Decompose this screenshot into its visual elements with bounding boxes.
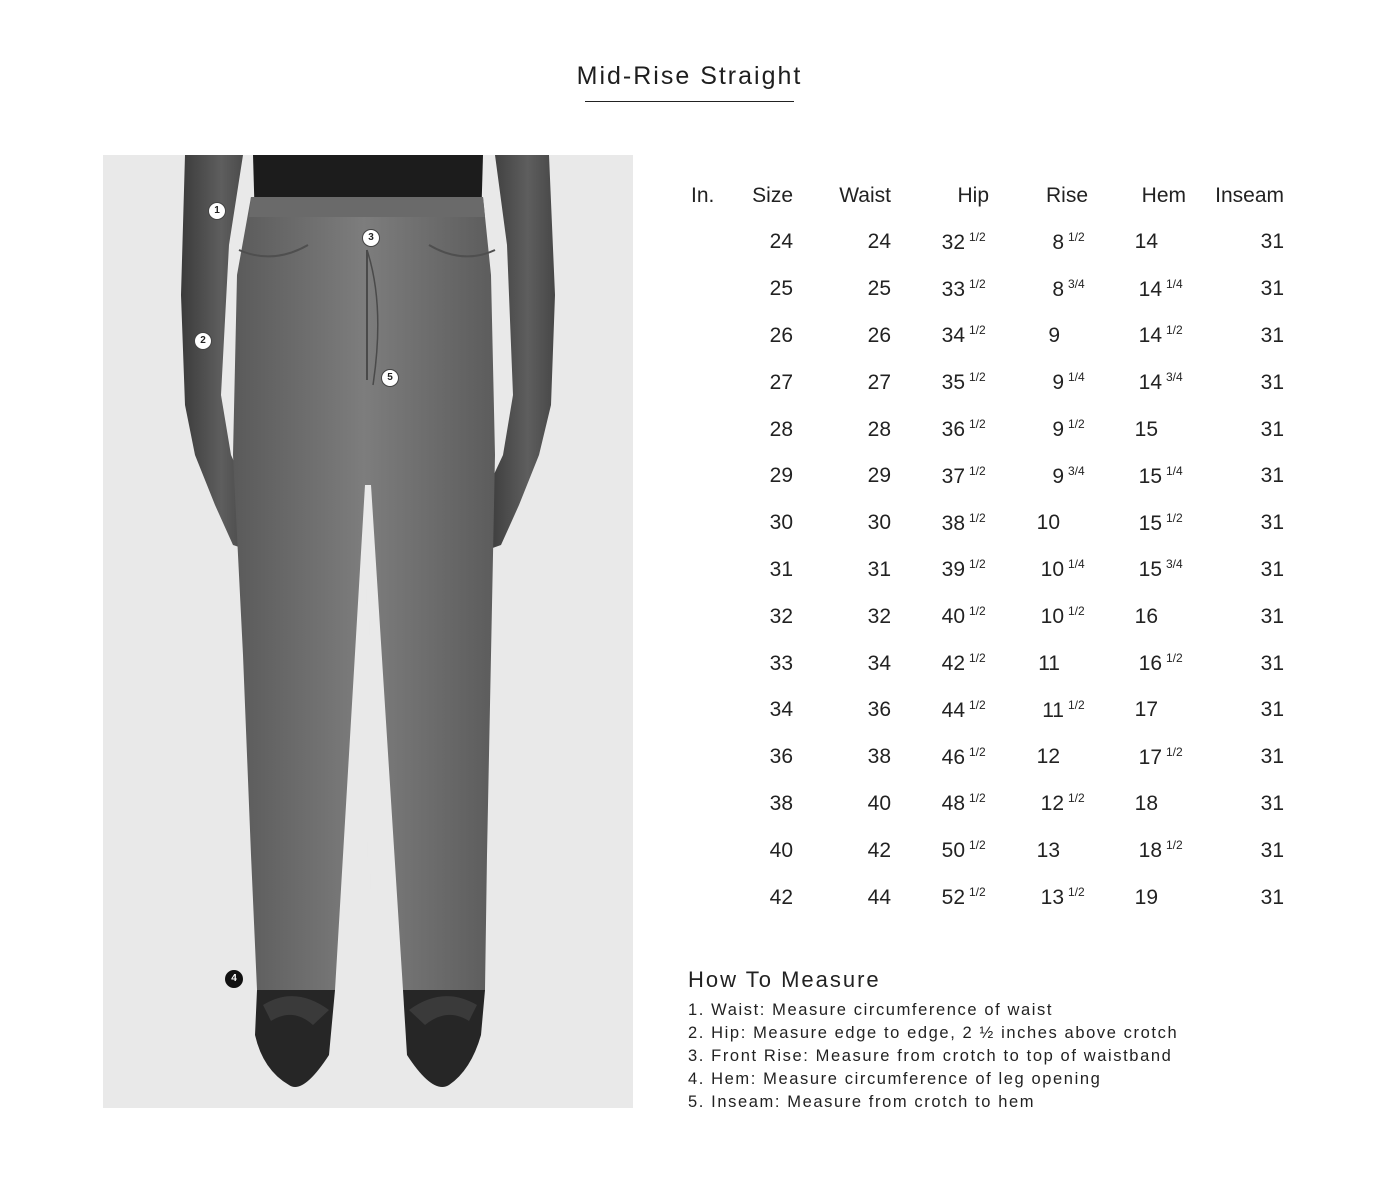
cell-inseam	[1186, 593, 1284, 640]
inseam-value: 31	[1260, 511, 1284, 535]
measure-instruction-hip: 2. Hip: Measure edge to edge, 2 ½ inches above crotch	[688, 1024, 1179, 1042]
cell-rise	[989, 359, 1088, 406]
cell-waist	[793, 640, 891, 687]
size-value: 34	[769, 698, 793, 722]
cell-inseam	[1186, 640, 1284, 687]
cell-hip	[891, 453, 989, 500]
cell-hem	[1088, 500, 1186, 547]
size-value: 27	[769, 370, 793, 394]
page-title: Mid-Rise Straight	[576, 62, 803, 90]
cell-hip	[891, 781, 989, 828]
table-row	[683, 313, 1284, 360]
size-value: 30	[769, 511, 793, 535]
cell-waist	[793, 734, 891, 781]
size-value: 29	[769, 464, 793, 488]
size-chart-table	[683, 172, 1284, 921]
hip-value: 33	[941, 277, 965, 301]
rise-fraction: 1/4	[1068, 557, 1085, 572]
size-value: 31	[769, 557, 793, 581]
cell-size	[731, 687, 793, 734]
cell-inseam	[1186, 781, 1284, 828]
measure-instruction-inseam: 5. Inseam: Measure from crotch to hem	[688, 1093, 1036, 1111]
hem-value: 17	[1134, 698, 1158, 722]
cell-empty	[683, 640, 731, 687]
cell-size	[731, 827, 793, 874]
size-value: 33	[769, 651, 793, 675]
rise-value: 9	[1052, 464, 1064, 488]
rise-value: 8	[1052, 277, 1064, 301]
table-row	[683, 406, 1284, 453]
hem-fraction: 1/2	[1166, 651, 1183, 666]
cell-size	[731, 547, 793, 594]
inseam-value: 31	[1260, 464, 1284, 488]
header-rise: Rise	[1045, 183, 1088, 207]
hem-value: 19	[1134, 885, 1158, 909]
hip-fraction: 1/2	[969, 791, 986, 806]
cell-rise	[989, 734, 1088, 781]
cell-rise	[989, 640, 1088, 687]
hem-value: 17	[1138, 745, 1162, 769]
cell-size	[731, 781, 793, 828]
hip-value: 42	[941, 652, 965, 676]
cell-inseam	[1186, 359, 1284, 406]
hip-value: 37	[941, 464, 965, 488]
cell-inseam	[1186, 547, 1284, 594]
how-to-measure-section	[688, 967, 1178, 1114]
size-value: 32	[769, 604, 793, 628]
table-row	[683, 874, 1284, 921]
hem-value: 14	[1138, 324, 1162, 348]
hip-fraction: 1/2	[969, 697, 986, 712]
inseam-value: 31	[1260, 791, 1284, 815]
table-row	[683, 359, 1284, 406]
hip-fraction: 1/2	[969, 276, 986, 291]
cell-waist	[793, 359, 891, 406]
size-value: 26	[769, 323, 793, 347]
inseam-value: 31	[1260, 745, 1284, 769]
table-row	[683, 687, 1284, 734]
hip-value: 32	[941, 230, 965, 254]
hem-value: 15	[1138, 464, 1162, 488]
table-row	[683, 266, 1284, 313]
size-value: 42	[769, 885, 793, 909]
cell-inseam	[1186, 687, 1284, 734]
inseam-value: 31	[1260, 323, 1284, 347]
hem-value: 15	[1134, 417, 1158, 441]
hip-value: 36	[941, 418, 965, 442]
cell-size	[731, 593, 793, 640]
hip-fraction: 1/2	[969, 651, 986, 666]
rise-value: 11	[1038, 651, 1060, 675]
cell-waist	[793, 827, 891, 874]
rise-value: 10	[1040, 558, 1064, 582]
cell-waist	[793, 547, 891, 594]
table-row	[683, 640, 1284, 687]
hip-fraction: 1/2	[969, 744, 986, 759]
rise-value: 10	[1040, 605, 1064, 629]
waist-value: 36	[867, 698, 891, 722]
waist-value: 28	[867, 417, 891, 441]
cell-rise	[989, 406, 1088, 453]
cell-size	[731, 500, 793, 547]
cell-hem	[1088, 874, 1186, 921]
cell-empty	[683, 874, 731, 921]
size-chart-body	[683, 219, 1284, 921]
hip-value: 46	[941, 745, 965, 769]
hem-value: 15	[1138, 558, 1162, 582]
cell-hem	[1088, 406, 1186, 453]
hip-value: 35	[941, 371, 965, 395]
cell-hip	[891, 874, 989, 921]
cell-size	[731, 313, 793, 360]
cell-empty	[683, 547, 731, 594]
cell-inseam	[1186, 406, 1284, 453]
measure-instruction-waist: 1. Waist: Measure circumference of waist	[688, 1001, 1054, 1019]
cell-size	[731, 219, 793, 266]
cell-hem	[1088, 453, 1186, 500]
size-value: 36	[769, 745, 793, 769]
rise-fraction: 3/4	[1068, 276, 1085, 291]
hem-fraction: 3/4	[1166, 370, 1183, 385]
hip-value: 44	[941, 698, 965, 722]
inseam-value: 31	[1260, 838, 1284, 862]
header-inseam: Inseam	[1215, 183, 1284, 207]
cell-hem	[1088, 734, 1186, 781]
cell-inseam	[1186, 453, 1284, 500]
hip-value: 50	[941, 839, 965, 863]
cell-rise	[989, 500, 1088, 547]
size-value: 25	[769, 277, 793, 301]
measure-instruction-rise: 3. Front Rise: Measure from crotch to top of waistband	[688, 1047, 1173, 1065]
size-value: 28	[769, 417, 793, 441]
hem-fraction: 1/4	[1166, 276, 1183, 291]
cell-waist	[793, 453, 891, 500]
cell-inseam	[1186, 266, 1284, 313]
cell-waist	[793, 781, 891, 828]
how-to-measure-title: How To Measure	[688, 967, 881, 992]
cell-size	[731, 734, 793, 781]
table-row	[683, 547, 1284, 594]
cell-hip	[891, 593, 989, 640]
cell-rise	[989, 874, 1088, 921]
cell-empty	[683, 359, 731, 406]
cell-inseam	[1186, 734, 1284, 781]
hem-value: 18	[1138, 839, 1162, 863]
hip-fraction: 1/2	[969, 229, 986, 244]
waist-value: 40	[867, 791, 891, 815]
inseam-value: 31	[1260, 417, 1284, 441]
rise-value: 13	[1036, 838, 1060, 862]
waist-value: 44	[867, 885, 891, 909]
measurement-marker-hip: 2	[194, 332, 212, 350]
waist-value: 25	[867, 277, 891, 301]
cell-empty	[683, 313, 731, 360]
cell-hip	[891, 266, 989, 313]
hem-value: 18	[1134, 791, 1158, 815]
inseam-value: 31	[1260, 277, 1284, 301]
waist-value: 27	[867, 370, 891, 394]
cell-empty	[683, 453, 731, 500]
hem-value: 15	[1138, 511, 1162, 535]
model-photo	[103, 155, 633, 1108]
rise-value: 11	[1042, 698, 1064, 722]
cell-empty	[683, 593, 731, 640]
table-header-row	[683, 172, 1284, 219]
table-row	[683, 781, 1284, 828]
cell-rise	[989, 266, 1088, 313]
size-value: 38	[769, 791, 793, 815]
cell-hem	[1088, 827, 1186, 874]
cell-size	[731, 640, 793, 687]
cell-inseam	[1186, 874, 1284, 921]
hip-fraction: 1/2	[969, 370, 986, 385]
rise-fraction: 1/2	[1068, 697, 1085, 712]
size-value: 24	[769, 230, 793, 254]
hip-fraction: 1/2	[969, 417, 986, 432]
cell-rise	[989, 453, 1088, 500]
measurement-marker-waist: 1	[208, 202, 226, 220]
cell-hip	[891, 827, 989, 874]
cell-rise	[989, 219, 1088, 266]
rise-value: 10	[1036, 511, 1060, 535]
hem-fraction: 1/2	[1166, 323, 1183, 338]
cell-rise	[989, 593, 1088, 640]
hip-fraction: 1/2	[969, 557, 986, 572]
hem-fraction: 1/2	[1166, 510, 1183, 525]
cell-empty	[683, 734, 731, 781]
table-row	[683, 219, 1284, 266]
cell-empty	[683, 687, 731, 734]
rise-fraction: 3/4	[1068, 463, 1085, 478]
cell-empty	[683, 406, 731, 453]
rise-value: 12	[1040, 792, 1064, 816]
rise-fraction: 1/2	[1068, 417, 1085, 432]
waist-value: 31	[867, 557, 891, 581]
hip-value: 39	[941, 558, 965, 582]
cell-hem	[1088, 313, 1186, 360]
how-to-measure-list	[688, 999, 1178, 1114]
measurement-marker-rise: 3	[362, 229, 380, 247]
cell-hip	[891, 359, 989, 406]
inseam-value: 31	[1260, 698, 1284, 722]
measurement-marker-hem: 4	[225, 970, 243, 988]
cell-hem	[1088, 593, 1186, 640]
hem-fraction: 1/2	[1166, 744, 1183, 759]
cell-hem	[1088, 266, 1186, 313]
cell-hem	[1088, 547, 1186, 594]
cell-waist	[793, 313, 891, 360]
hip-fraction: 1/2	[969, 838, 986, 853]
rise-value: 13	[1040, 886, 1064, 910]
cell-hip	[891, 500, 989, 547]
hip-value: 48	[941, 792, 965, 816]
cell-size	[731, 874, 793, 921]
inseam-value: 31	[1260, 651, 1284, 675]
cell-inseam	[1186, 313, 1284, 360]
hip-value: 38	[941, 511, 965, 535]
cell-size	[731, 359, 793, 406]
cell-waist	[793, 266, 891, 313]
cell-size	[731, 453, 793, 500]
hem-value: 14	[1134, 230, 1158, 254]
cell-rise	[989, 687, 1088, 734]
inseam-value: 31	[1260, 230, 1284, 254]
hem-fraction: 3/4	[1166, 557, 1183, 572]
hip-fraction: 1/2	[969, 885, 986, 900]
table-row	[683, 593, 1284, 640]
cell-hip	[891, 406, 989, 453]
table-row	[683, 734, 1284, 781]
cell-waist	[793, 593, 891, 640]
measurement-marker-inseam: 5	[381, 369, 399, 387]
inseam-value: 31	[1260, 604, 1284, 628]
hem-value: 14	[1138, 371, 1162, 395]
cell-rise	[989, 313, 1088, 360]
cell-waist	[793, 406, 891, 453]
inseam-value: 31	[1260, 885, 1284, 909]
cell-rise	[989, 781, 1088, 828]
jeans-illustration	[103, 155, 633, 1108]
cell-hem	[1088, 219, 1186, 266]
hem-fraction: 1/2	[1166, 838, 1183, 853]
cell-hip	[891, 313, 989, 360]
cell-waist	[793, 219, 891, 266]
rise-value: 9	[1048, 323, 1060, 347]
rise-value: 8	[1052, 230, 1064, 254]
cell-hem	[1088, 781, 1186, 828]
waist-value: 24	[867, 230, 891, 254]
hip-fraction: 1/2	[969, 604, 986, 619]
waist-value: 30	[867, 511, 891, 535]
cell-size	[731, 406, 793, 453]
cell-empty	[683, 781, 731, 828]
cell-hem	[1088, 359, 1186, 406]
cell-empty	[683, 219, 731, 266]
hip-fraction: 1/2	[969, 323, 986, 338]
rise-fraction: 1/2	[1068, 229, 1085, 244]
cell-inseam	[1186, 827, 1284, 874]
header-in: In.	[691, 183, 715, 207]
table-row	[683, 827, 1284, 874]
header-waist: Waist	[839, 183, 891, 207]
hip-fraction: 1/2	[969, 463, 986, 478]
cell-hip	[891, 219, 989, 266]
hip-value: 34	[941, 324, 965, 348]
hem-value: 16	[1134, 604, 1158, 628]
cell-empty	[683, 266, 731, 313]
title-underline	[585, 101, 794, 102]
header-hip: Hip	[957, 183, 989, 207]
hem-value: 14	[1138, 277, 1162, 301]
cell-hem	[1088, 640, 1186, 687]
rise-value: 9	[1052, 371, 1064, 395]
cell-hip	[891, 687, 989, 734]
measure-instruction-hem: 4. Hem: Measure circumference of leg opening	[688, 1070, 1102, 1088]
cell-waist	[793, 687, 891, 734]
cell-hip	[891, 734, 989, 781]
cell-rise	[989, 827, 1088, 874]
rise-value: 12	[1036, 745, 1060, 769]
rise-value: 9	[1052, 418, 1064, 442]
table-row	[683, 500, 1284, 547]
inseam-value: 31	[1260, 557, 1284, 581]
rise-fraction: 1/2	[1068, 885, 1085, 900]
hip-value: 40	[941, 605, 965, 629]
waist-value: 29	[867, 464, 891, 488]
cell-waist	[793, 874, 891, 921]
hem-value: 16	[1138, 652, 1162, 676]
rise-fraction: 1/2	[1068, 604, 1085, 619]
cell-inseam	[1186, 500, 1284, 547]
cell-empty	[683, 500, 731, 547]
cell-hip	[891, 640, 989, 687]
cell-size	[731, 266, 793, 313]
size-value: 40	[769, 838, 793, 862]
table-row	[683, 453, 1284, 500]
waist-value: 38	[867, 745, 891, 769]
cell-inseam	[1186, 219, 1284, 266]
header-hem: Hem	[1141, 183, 1186, 207]
hip-fraction: 1/2	[969, 510, 986, 525]
waist-value: 42	[867, 838, 891, 862]
hip-value: 52	[941, 886, 965, 910]
inseam-value: 31	[1260, 370, 1284, 394]
cell-rise	[989, 547, 1088, 594]
waist-value: 32	[867, 604, 891, 628]
rise-fraction: 1/2	[1068, 791, 1085, 806]
cell-hem	[1088, 687, 1186, 734]
rise-fraction: 1/4	[1068, 370, 1085, 385]
hem-fraction: 1/4	[1166, 463, 1183, 478]
waist-value: 34	[867, 651, 891, 675]
header-size: Size	[752, 183, 793, 207]
waist-value: 26	[867, 323, 891, 347]
cell-waist	[793, 500, 891, 547]
cell-hip	[891, 547, 989, 594]
cell-empty	[683, 827, 731, 874]
